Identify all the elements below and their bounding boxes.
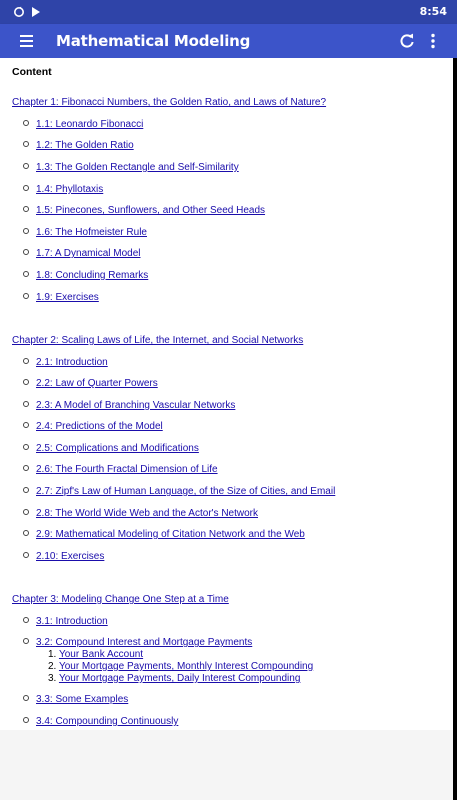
app-bar	[0, 24, 457, 58]
section-link[interactable]: 1.3: The Golden Rectangle and Self-Similarity	[36, 162, 239, 173]
bullet-icon	[23, 293, 29, 299]
list-item	[23, 119, 143, 130]
bullet-icon	[23, 228, 29, 234]
list-item	[23, 529, 305, 540]
section-link[interactable]: 2.10: Exercises	[36, 551, 105, 562]
app-title: Mathematical Modeling	[56, 32, 251, 50]
list-item	[23, 486, 335, 497]
section-link[interactable]: 2.9: Mathematical Modeling of Citation Network and the Web	[36, 529, 305, 540]
content-area	[0, 58, 453, 730]
list-item	[23, 248, 141, 259]
list-item	[23, 443, 199, 454]
section-link[interactable]: 3.4: Compounding Continuously	[36, 716, 179, 727]
bullet-icon	[23, 638, 29, 644]
section-link[interactable]: 2.2: Law of Quarter Powers	[36, 378, 158, 389]
bullet-icon	[23, 120, 29, 126]
bullet-icon	[23, 249, 29, 255]
bullet-icon	[23, 141, 29, 147]
list-item	[23, 270, 148, 281]
bullet-icon	[23, 552, 29, 558]
bullet-icon	[23, 163, 29, 169]
list-item	[23, 616, 108, 627]
list-item	[23, 694, 128, 705]
refresh-icon[interactable]	[397, 31, 417, 51]
bullet-icon	[23, 206, 29, 212]
list-item	[23, 716, 178, 727]
bullet-icon	[23, 695, 29, 701]
list-item	[23, 140, 134, 151]
section-link[interactable]: 2.6: The Fourth Fractal Dimension of Life	[36, 464, 218, 475]
sub-list-item	[48, 661, 313, 672]
section-link[interactable]: 2.7: Zipf's Law of Human Language, of the Size of Cities, and Email	[36, 486, 336, 497]
chapter-link[interactable]: Chapter 3: Modeling Change One Step at a Time	[12, 594, 229, 605]
list-item	[23, 421, 163, 432]
bullet-icon	[23, 444, 29, 450]
sub-item-number: 3.	[48, 673, 57, 684]
list-item	[23, 205, 265, 216]
list-item	[23, 508, 258, 519]
sub-item-number: 1.	[48, 649, 57, 660]
section-link[interactable]: 1.4: Phyllotaxis	[36, 184, 104, 195]
list-item	[23, 184, 103, 195]
list-item	[23, 551, 104, 562]
section-link[interactable]: 3.1: Introduction	[36, 616, 108, 627]
status-bar	[0, 0, 457, 24]
section-link[interactable]: 1.8: Concluding Remarks	[36, 270, 149, 281]
bullet-icon	[23, 422, 29, 428]
section-link[interactable]: 1.1: Leonardo Fibonacci	[36, 119, 144, 130]
section-link[interactable]: 2.3: A Model of Branching Vascular Networks	[36, 400, 236, 411]
content-heading: Content	[12, 66, 52, 78]
section-link[interactable]: 2.5: Complications and Modifications	[36, 443, 199, 454]
section-link[interactable]: 2.1: Introduction	[36, 357, 108, 368]
sub-list-item	[48, 673, 300, 684]
sub-list-item	[48, 649, 143, 660]
bullet-icon	[23, 509, 29, 515]
section-link[interactable]: 1.2: The Golden Ratio	[36, 140, 134, 151]
bullet-icon	[23, 717, 29, 723]
list-item	[23, 400, 235, 411]
list-item	[23, 357, 108, 368]
chapter-link[interactable]: Chapter 2: Scaling Laws of Life, the Internet, and Social Networks	[12, 335, 304, 346]
bullet-icon	[23, 401, 29, 407]
bullet-icon	[23, 487, 29, 493]
section-link[interactable]: 1.9: Exercises	[36, 292, 99, 303]
list-item	[23, 464, 218, 475]
sub-item-number: 2.	[48, 661, 57, 672]
list-item	[23, 162, 239, 173]
chapter-link[interactable]: Chapter 1: Fibonacci Numbers, the Golden Ratio, and Laws of Nature?	[12, 97, 327, 108]
bullet-icon	[23, 530, 29, 536]
section-link[interactable]: 2.8: The World Wide Web and the Actor's Network	[36, 508, 259, 519]
bullet-icon	[23, 185, 29, 191]
list-item	[23, 227, 147, 238]
sub-item-link[interactable]: Your Mortgage Payments, Monthly Interest Compounding	[58, 661, 314, 672]
play-store-icon	[30, 6, 42, 18]
list-item	[23, 292, 99, 303]
bullet-icon	[23, 465, 29, 471]
section-link[interactable]: 2.4: Predictions of the Model	[36, 421, 163, 432]
section-link[interactable]: 3.3: Some Examples	[36, 694, 129, 705]
bullet-icon	[23, 379, 29, 385]
sync-icon	[13, 6, 25, 18]
more-vert-icon[interactable]	[426, 31, 440, 51]
list-item	[23, 378, 158, 389]
section-link[interactable]: 1.6: The Hofmeister Rule	[36, 227, 147, 238]
section-link[interactable]: 1.5: Pinecones, Sunflowers, and Other Seed Heads	[36, 205, 266, 216]
section-link[interactable]: 3.2: Compound Interest and Mortgage Payments	[36, 637, 253, 648]
bullet-icon	[23, 617, 29, 623]
list-item	[23, 637, 252, 648]
section-link[interactable]: 1.7: A Dynamical Model	[36, 248, 141, 259]
bullet-icon	[23, 358, 29, 364]
sub-item-link[interactable]: Your Mortgage Payments, Daily Interest Compounding	[58, 673, 301, 684]
status-time: 8:54	[419, 5, 447, 18]
menu-icon[interactable]	[18, 32, 40, 50]
screen-edge	[453, 58, 457, 800]
bullet-icon	[23, 271, 29, 277]
sub-item-link[interactable]: Your Bank Account	[58, 649, 144, 660]
